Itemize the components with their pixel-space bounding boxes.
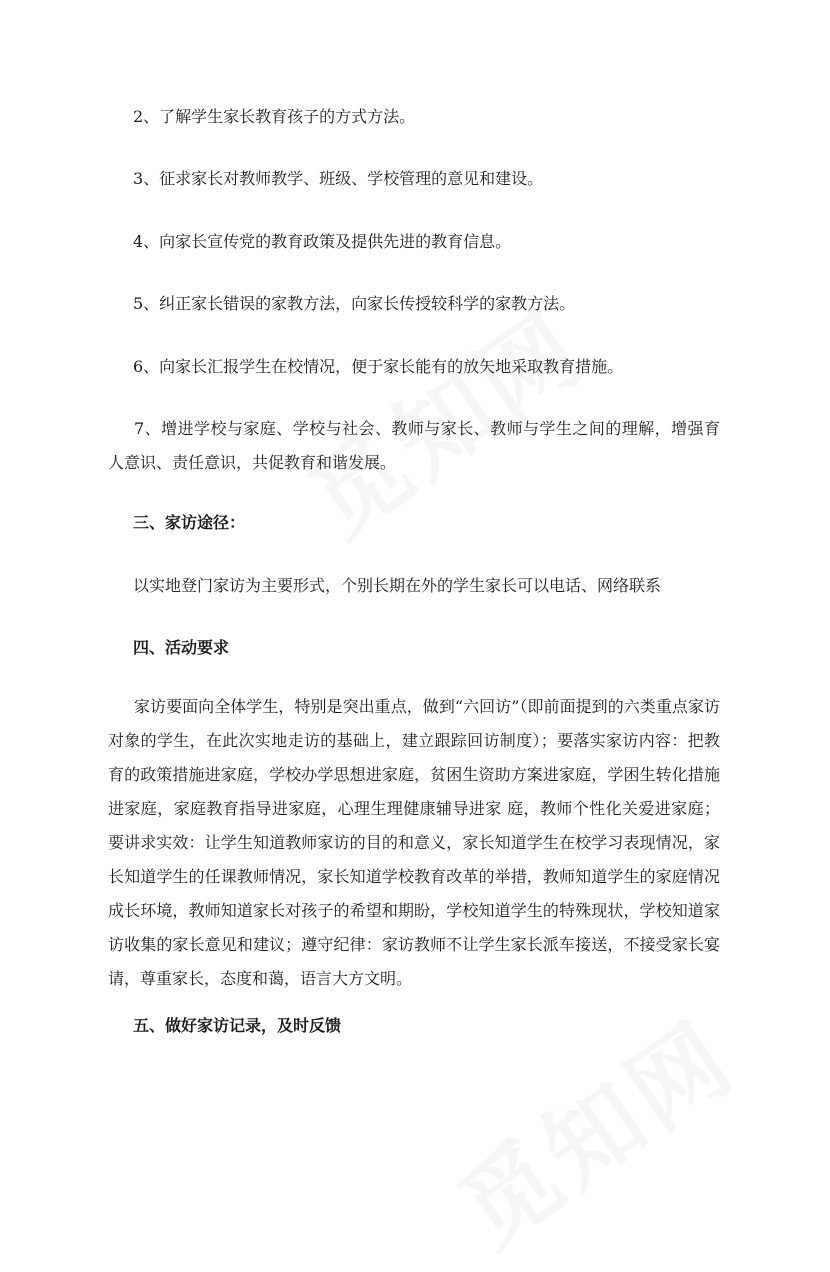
section-heading-5: 五、做好家访记录，及时反馈 [133, 1016, 342, 1035]
list-item-7: 7、增进学校与家庭、学校与社会、教师与家长、教师与学生之间的理解，增强育人意识、责任意识，共促教育和谐发展。 [108, 419, 720, 472]
list-item: 2、了解学生家长教育孩子的方式方法。 [133, 107, 416, 126]
watermark [428, 985, 757, 1272]
section-3-body: 以实地登门家访为主要形式，个别长期在外的学生家长可以电话、网络联系 [133, 576, 662, 595]
section-heading-3: 三、家访途径： [133, 513, 246, 532]
section-4-body: 家访要面向全体学生，特别是突出重点，做到“六回访”（即前面提到的六类重点家访对象的学生，在此次实地走访的基础上，建立跟踪回访制度）；要落实家访内容：把教育的政策措施进家庭，学校办学思想进家庭，贫困生资助方案进家庭，学困生转化措施进家庭，家庭教育指导进家庭，心理生理健康辅导进家 庭，教师个性化关爱进家庭；要讲求实效：让学生知道教师家访的目的和意义，家长知道学生在校学习表现情况，家长知道学生的任课教师情况，家长知道学校教育改革的举措，教师知道学生的家庭情况成长环境，教师知道家长对孩子的希望和期盼，学校知道学生的特殊现状，学校知道家访收集的家长意见和建议；遵守纪律：家访教师不让学生家长派车接送，不接受家长宴请，尊重家长，态度和蔼，语言大方文明。 [108, 697, 720, 988]
list-item: 4、向家长宣传党的教育政策及提供先进的教育信息。 [133, 232, 512, 251]
section-heading-4: 四、活动要求 [133, 638, 230, 657]
list-item: 6、向家长汇报学生在校情况，便于家长能有的放矢地采取教育措施。 [133, 357, 624, 376]
list-item: 3、征求家长对教师教学、班级、学校管理的意见和建设。 [133, 169, 544, 188]
list-item: 5、纠正家长错误的家教方法，向家长传授较科学的家教方法。 [133, 294, 576, 313]
